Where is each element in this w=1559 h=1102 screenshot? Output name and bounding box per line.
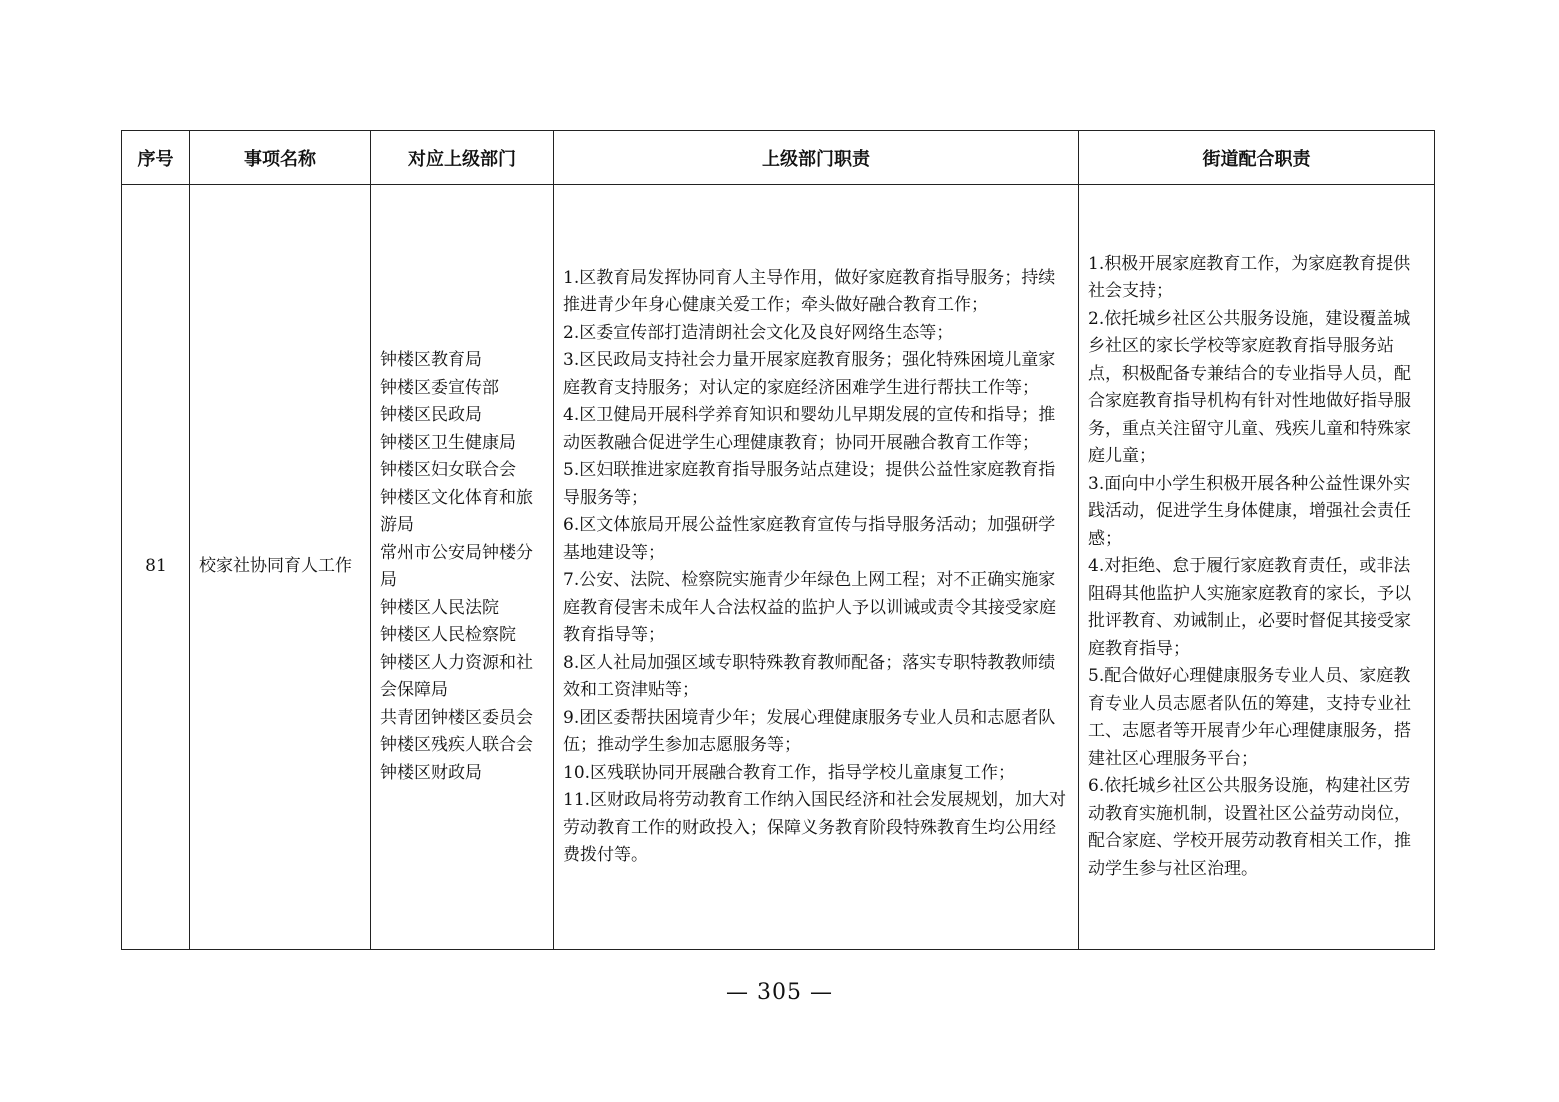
department-item: 钟楼区妇女联合会: [380, 460, 516, 480]
department-item: 钟楼区残疾人联合会: [380, 735, 533, 755]
row-dept-duties: [554, 185, 1079, 950]
header-department: 对应上级部门: [371, 131, 554, 185]
dept-duty-item: 9.团区委帮扶困境青少年；发展心理健康服务专业人员和志愿者队伍；推动学生参加志愿服务等；: [563, 707, 1056, 755]
row-departments: [371, 185, 554, 950]
department-item: 常州市公安局钟楼分局: [380, 542, 533, 590]
dept-duty-item: 2.区委宣传部打造清朗社会文化及良好网络生态等；: [563, 322, 954, 343]
department-item: 钟楼区文化体育和旅游局: [380, 487, 533, 535]
dept-duty-item: 8.区人社局加强区域专职特殊教育教师配备；落实专职特教教师绩效和工资津贴等；: [563, 652, 1056, 700]
dept-duty-item: 7.公安、法院、检察院实施青少年绿色上网工程；对不正确实施家庭教育侵害未成年人合法权益的监护人予以训诫或责令其接受家庭教育指导等；: [563, 570, 1056, 645]
department-item: 共青团钟楼区委员会: [380, 707, 533, 728]
row-item-name: 校家社协同育人工作: [190, 185, 371, 950]
row-street-duties: [1079, 185, 1435, 950]
department-item: 钟楼区人力资源和社会保障局: [380, 652, 533, 700]
page-number: — 305 —: [726, 980, 833, 1005]
street-duty-item: 5.配合做好心理健康服务专业人员、家庭教育专业人员志愿者队伍的筹建，支持专业社工、志愿者等开展青少年心理健康服务，搭建社区心理服务平台；: [1088, 666, 1411, 769]
dept-duty-item: 4.区卫健局开展科学养育知识和婴幼儿早期发展的宣传和指导；推动医教融合促进学生心理健康教育；协同开展融合教育工作等；: [563, 405, 1056, 453]
duty-table: [121, 130, 1435, 950]
dept-duty-item: 6.区文体旅局开展公益性家庭教育宣传与指导服务活动；加强研学基地建设等；: [563, 515, 1056, 563]
department-item: 钟楼区民政局: [380, 405, 482, 425]
street-duty-item: 1.积极开展家庭教育工作，为家庭教育提供社会支持；: [1088, 253, 1411, 302]
header-item-name: 事项名称: [190, 131, 371, 185]
street-duty-item: 3.面向中小学生积极开展各种公益性课外实践活动，促进学生身体健康，增强社会责任感；: [1088, 473, 1411, 549]
street-duty-item: 6.依托城乡社区公共服务设施，构建社区劳动教育实施机制，设置社区公益劳动岗位，配合家庭、学校开展劳动教育相关工作，推动学生参与社区治理。: [1088, 776, 1411, 879]
row-seq: 81: [122, 185, 190, 950]
street-duty-item: 2.依托城乡社区公共服务设施，建设覆盖城乡社区的家长学校等家庭教育指导服务站点，积极配备专兼结合的专业指导人员，配合家庭教育指导机构有针对性地做好指导服务，重点关注留守儿童、残疾儿童和特殊家庭儿童；: [1088, 308, 1411, 467]
department-item: 钟楼区人民检察院: [380, 625, 516, 645]
header-street-duty: 街道配合职责: [1079, 131, 1435, 185]
department-item: 钟楼区卫生健康局: [380, 432, 516, 453]
dept-duty-item: 5.区妇联推进家庭教育指导服务站点建设；提供公益性家庭教育指导服务等；: [563, 460, 1056, 508]
dept-duty-item: 10.区残联协同开展融合教育工作，指导学校儿童康复工作；: [563, 762, 1016, 783]
department-item: 钟楼区财政局: [380, 762, 482, 783]
department-item: 钟楼区委宣传部: [380, 377, 499, 398]
table-row: [122, 185, 1435, 950]
department-item: 钟楼区人民法院: [380, 597, 499, 618]
dept-duty-item: 3.区民政局支持社会力量开展家庭教育服务；强化特殊困境儿童家庭教育支持服务；对认定的家庭经济困难学生进行帮扶工作等；: [563, 350, 1056, 398]
header-seq: 序号: [122, 131, 190, 185]
header-row: [122, 131, 1435, 185]
dept-duty-item: 1.区教育局发挥协同育人主导作用，做好家庭教育指导服务；持续推进青少年身心健康关爱工作；牵头做好融合教育工作；: [563, 267, 1056, 315]
header-dept-duty: 上级部门职责: [554, 131, 1079, 185]
street-duty-item: 4.对拒绝、怠于履行家庭教育责任，或非法阻碍其他监护人实施家庭教育的家长，予以批评教育、劝诫制止，必要时督促其接受家庭教育指导；: [1088, 556, 1411, 659]
dept-duty-item: 11.区财政局将劳动教育工作纳入国民经济和社会发展规划，加大对劳动教育工作的财政投入；保障义务教育阶段特殊教育生均公用经费拨付等。: [563, 790, 1067, 865]
department-item: 钟楼区教育局: [380, 350, 482, 370]
